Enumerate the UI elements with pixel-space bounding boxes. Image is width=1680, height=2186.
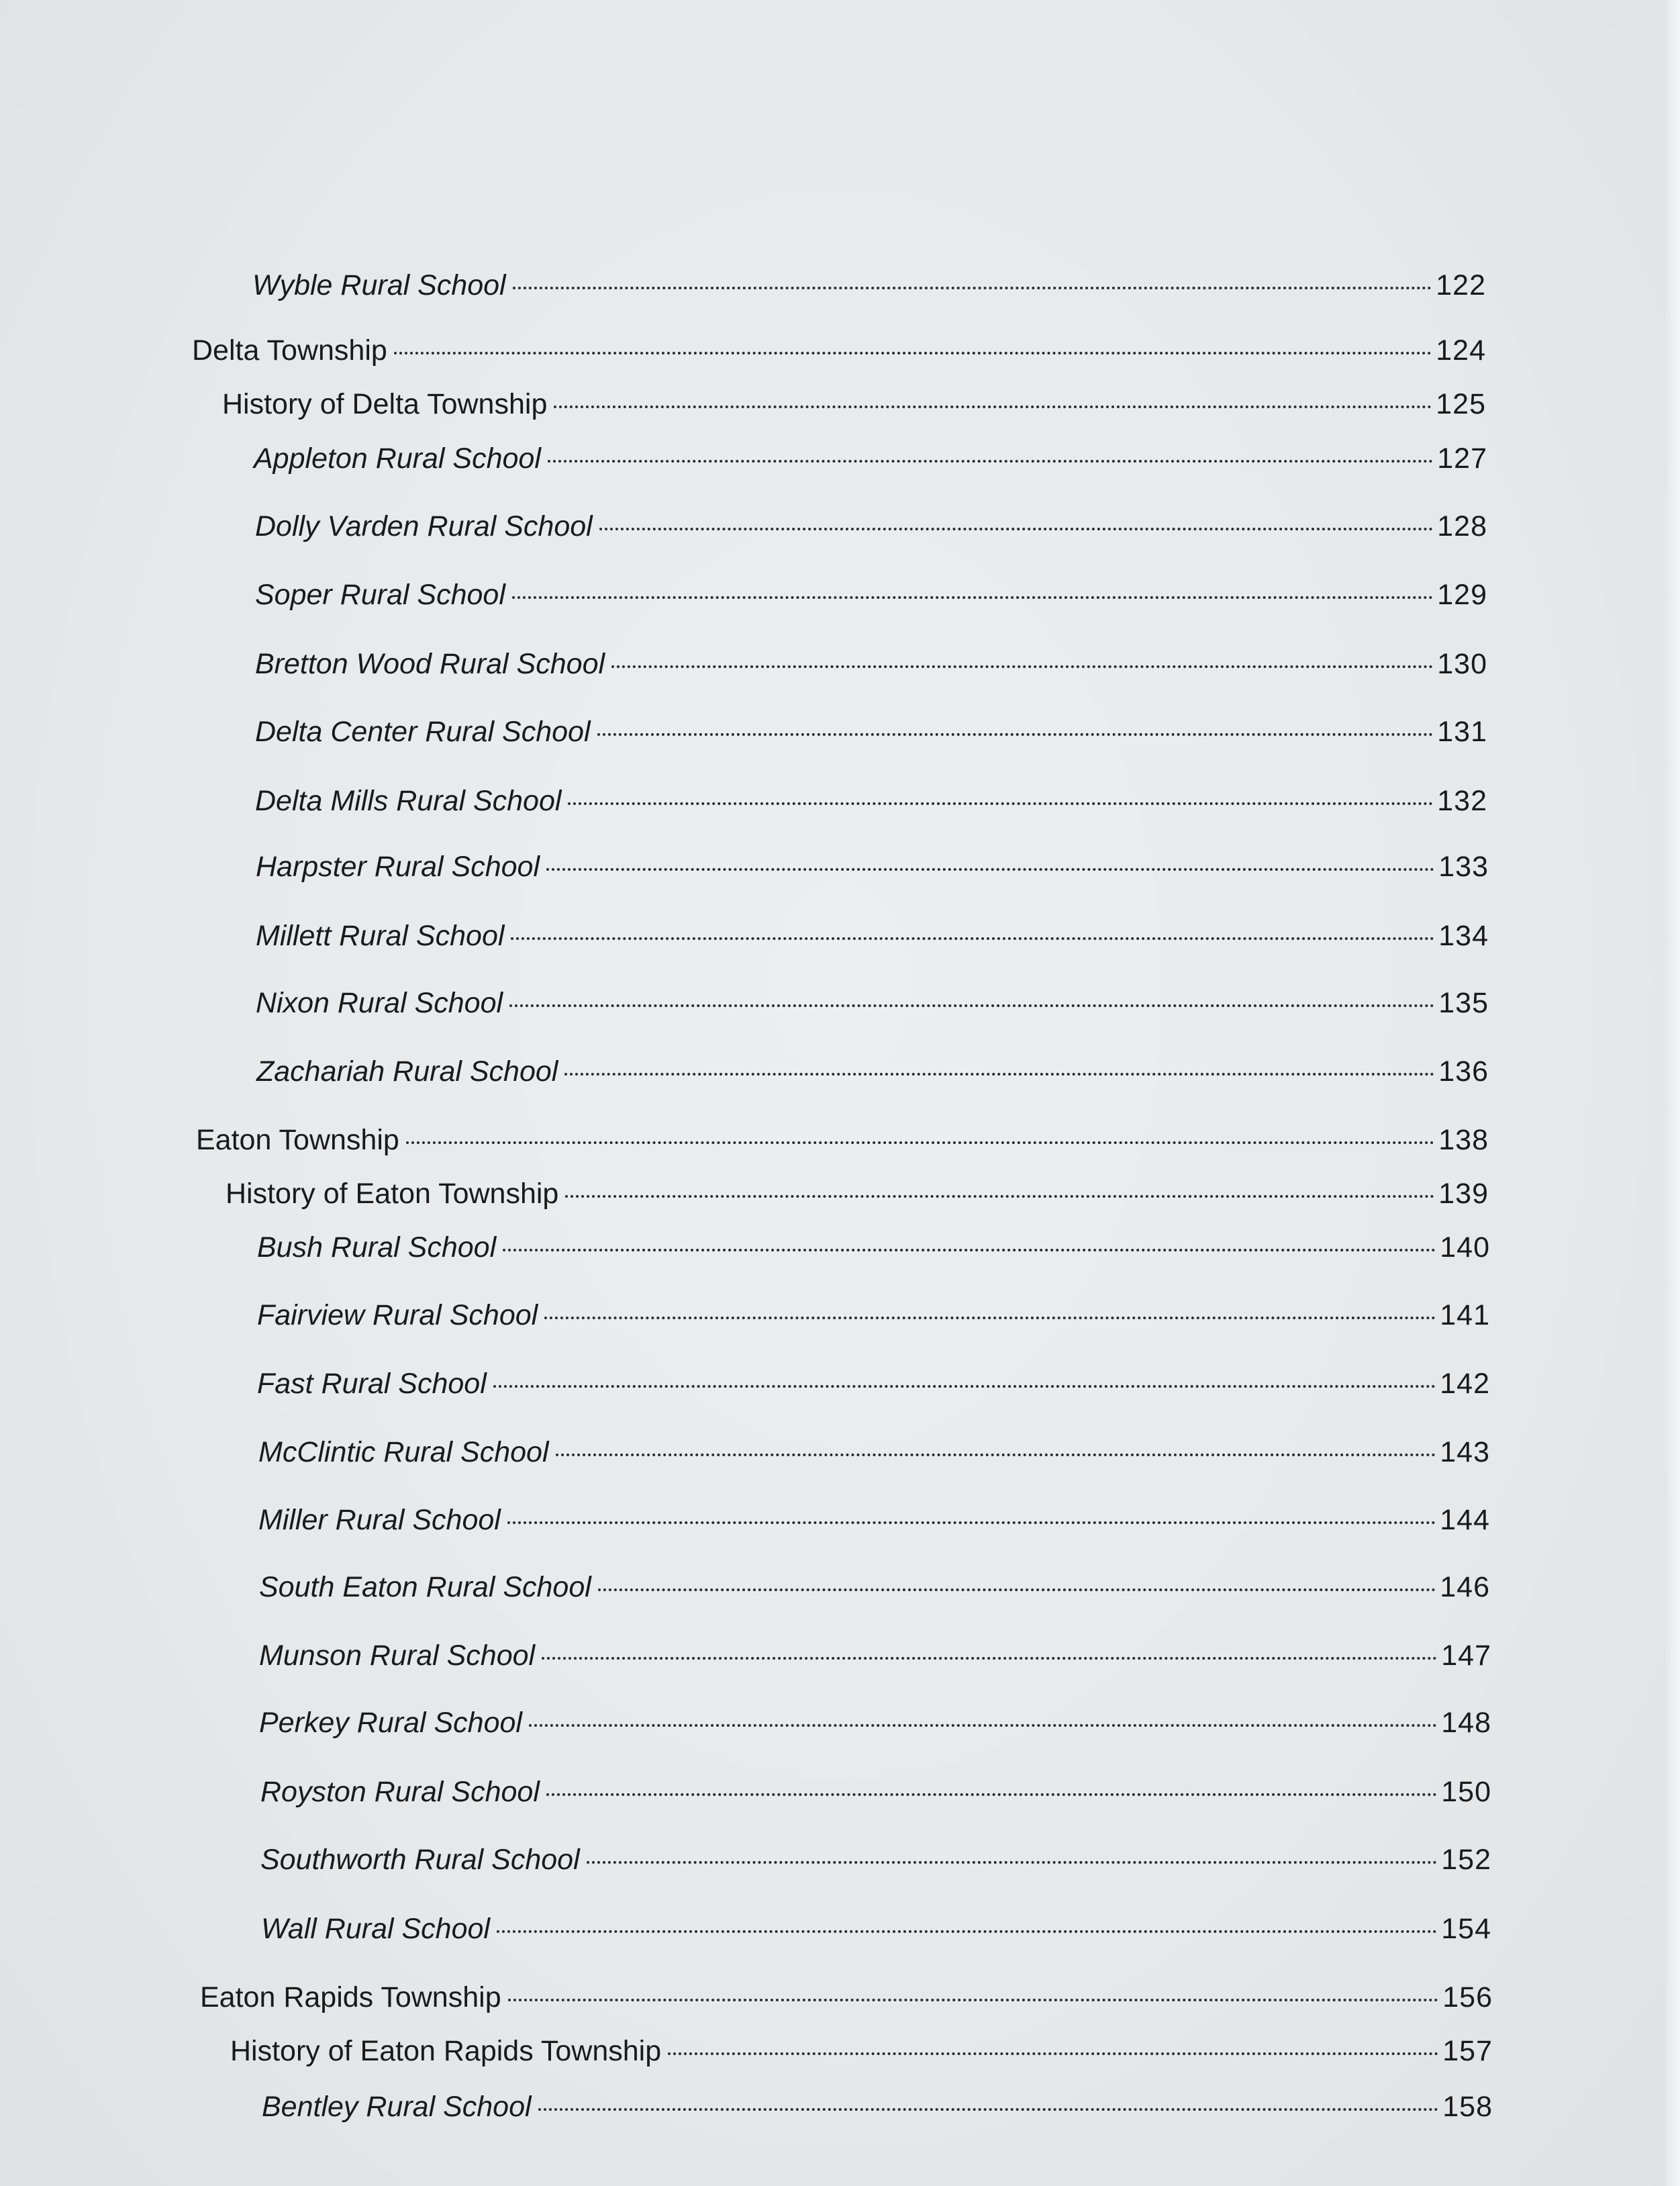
toc-entry-page: 134 xyxy=(1438,920,1489,952)
dot-leader xyxy=(564,1073,1434,1076)
toc-entry-page: 135 xyxy=(1438,987,1489,1019)
toc-entry xyxy=(230,2032,1493,2070)
dot-leader xyxy=(511,937,1434,940)
dot-leader xyxy=(554,406,1432,408)
dot-leader xyxy=(548,460,1433,463)
toc-entry-page: 133 xyxy=(1438,851,1489,883)
toc-entry xyxy=(260,1841,1491,1879)
toc-entry-page: 157 xyxy=(1442,2035,1493,2067)
toc-entry-page: 136 xyxy=(1438,1055,1489,1088)
toc-entry-title: Nixon Rural School xyxy=(256,987,503,1019)
toc-entry-page: 131 xyxy=(1437,716,1487,748)
toc-entry-title: South Eaton Rural School xyxy=(259,1571,591,1603)
dot-leader xyxy=(599,528,1434,530)
toc-entry xyxy=(257,1229,1490,1266)
toc-entry-page: 158 xyxy=(1442,2091,1493,2123)
toc-entry-title: Fast Rural School xyxy=(257,1368,487,1400)
toc-entry xyxy=(255,782,1487,820)
toc-entry xyxy=(255,508,1487,545)
dot-leader xyxy=(546,1793,1437,1796)
toc-entry-title: Harpster Rural School xyxy=(256,851,540,883)
toc-entry xyxy=(257,1296,1490,1334)
toc-entry-title: Wyble Rural School xyxy=(252,269,506,301)
toc-entry-title: Fairview Rural School xyxy=(257,1299,538,1331)
dot-leader xyxy=(587,1861,1438,1864)
toc-entry-page: 125 xyxy=(1436,388,1486,420)
dot-leader xyxy=(512,596,1433,599)
toc-entry-title: Dolly Varden Rural School xyxy=(255,510,593,542)
toc-entry-page: 147 xyxy=(1441,1640,1491,1672)
dot-leader xyxy=(493,1385,1436,1388)
toc-entry-title: Delta Mills Rural School xyxy=(255,785,562,817)
toc-entry-page: 122 xyxy=(1436,269,1486,301)
toc-entry xyxy=(259,1568,1490,1606)
dot-leader xyxy=(507,1521,1436,1524)
toc-entry xyxy=(262,2088,1493,2126)
toc-entry-title: Bretton Wood Rural School xyxy=(255,648,605,680)
toc-entry-title: Eaton Township xyxy=(196,1124,399,1156)
toc-entry-page: 128 xyxy=(1437,510,1487,542)
toc-entry-title: History of Delta Township xyxy=(222,388,548,420)
dot-leader xyxy=(568,802,1433,805)
toc-entry xyxy=(255,713,1487,751)
toc-entry-page: 124 xyxy=(1436,334,1486,367)
toc-entry-page: 139 xyxy=(1438,1178,1489,1210)
dot-leader xyxy=(597,733,1434,736)
toc-entry-title: History of Eaton Rapids Township xyxy=(230,2035,662,2067)
toc-entry xyxy=(256,917,1489,955)
toc-entry-page: 141 xyxy=(1440,1299,1490,1331)
dot-leader xyxy=(542,1657,1437,1660)
toc-entry xyxy=(196,1121,1489,1159)
toc-entry xyxy=(257,1365,1490,1403)
dot-leader xyxy=(546,868,1434,871)
toc-entry xyxy=(256,848,1489,886)
toc-entry-title: Bentley Rural School xyxy=(262,2091,532,2123)
dot-leader xyxy=(406,1141,1434,1144)
toc-entry-page: 150 xyxy=(1441,1776,1491,1808)
toc-entry-title: McClintic Rural School xyxy=(258,1436,549,1468)
dot-leader xyxy=(668,2052,1438,2055)
toc-entry xyxy=(226,1175,1489,1213)
toc-entry-title: Wall Rural School xyxy=(261,1913,490,1945)
toc-entry-page: 129 xyxy=(1437,579,1487,611)
dot-leader xyxy=(538,2108,1439,2111)
toc-entry-title: Bush Rural School xyxy=(257,1231,497,1264)
dot-leader xyxy=(394,352,1432,354)
toc-entry xyxy=(258,1501,1490,1539)
toc-entry xyxy=(255,645,1487,683)
toc-entry-page: 127 xyxy=(1437,442,1487,475)
toc-entry xyxy=(222,385,1486,423)
dot-leader xyxy=(556,1454,1436,1456)
toc-entry-page: 130 xyxy=(1437,648,1487,680)
toc-entry-title: Southworth Rural School xyxy=(260,1844,580,1876)
toc-entry-title: Perkey Rural School xyxy=(259,1707,522,1739)
toc-entry-title: Royston Rural School xyxy=(260,1776,540,1808)
dot-leader xyxy=(509,1004,1434,1007)
toc-entry xyxy=(259,1637,1491,1674)
dot-leader xyxy=(503,1249,1436,1251)
dot-leader xyxy=(529,1724,1437,1727)
toc-entry xyxy=(261,1910,1491,1948)
dot-leader xyxy=(544,1317,1436,1319)
toc-entry-title: Delta Center Rural School xyxy=(255,716,591,748)
toc-entry-page: 143 xyxy=(1440,1436,1490,1468)
toc-entry-title: Delta Township xyxy=(192,334,387,367)
toc-entry xyxy=(256,1053,1489,1090)
dot-leader xyxy=(513,287,1432,289)
toc-entry-page: 156 xyxy=(1442,1981,1493,2013)
toc-entry-page: 146 xyxy=(1440,1571,1490,1603)
toc-entry-title: Appleton Rural School xyxy=(254,442,541,475)
toc-entry-page: 142 xyxy=(1440,1368,1490,1400)
toc-entry-title: Miller Rural School xyxy=(258,1504,501,1536)
toc-entry xyxy=(200,1979,1493,2016)
toc-entry xyxy=(258,1433,1490,1471)
toc-entry-title: Millett Rural School xyxy=(256,920,505,952)
dot-leader xyxy=(508,1999,1439,2001)
dot-leader xyxy=(565,1195,1434,1198)
toc-entry-page: 152 xyxy=(1441,1844,1491,1876)
toc-entry-title: Soper Rural School xyxy=(255,579,505,611)
toc-entry-page: 154 xyxy=(1441,1913,1491,1945)
toc-entry-page: 132 xyxy=(1437,785,1487,817)
toc-entry xyxy=(254,440,1487,477)
toc-entry xyxy=(192,332,1486,369)
toc-entry-title: Zachariah Rural School xyxy=(256,1055,558,1088)
toc-entry-title: History of Eaton Township xyxy=(226,1178,559,1210)
toc-entry xyxy=(260,1773,1491,1811)
toc-entry-page: 148 xyxy=(1441,1707,1491,1739)
toc-entry-page: 140 xyxy=(1440,1231,1490,1264)
toc-entry xyxy=(256,984,1489,1022)
dot-leader xyxy=(611,665,1433,668)
toc-entry xyxy=(259,1704,1491,1742)
toc-entry-page: 138 xyxy=(1438,1124,1489,1156)
toc-entry-title: Munson Rural School xyxy=(259,1640,536,1672)
toc-entry-title: Eaton Rapids Township xyxy=(200,1981,501,2013)
toc-entry xyxy=(255,576,1487,614)
toc-entry xyxy=(252,267,1486,304)
dot-leader xyxy=(598,1588,1436,1591)
dot-leader xyxy=(497,1930,1437,1933)
toc-entry-page: 144 xyxy=(1440,1504,1490,1536)
